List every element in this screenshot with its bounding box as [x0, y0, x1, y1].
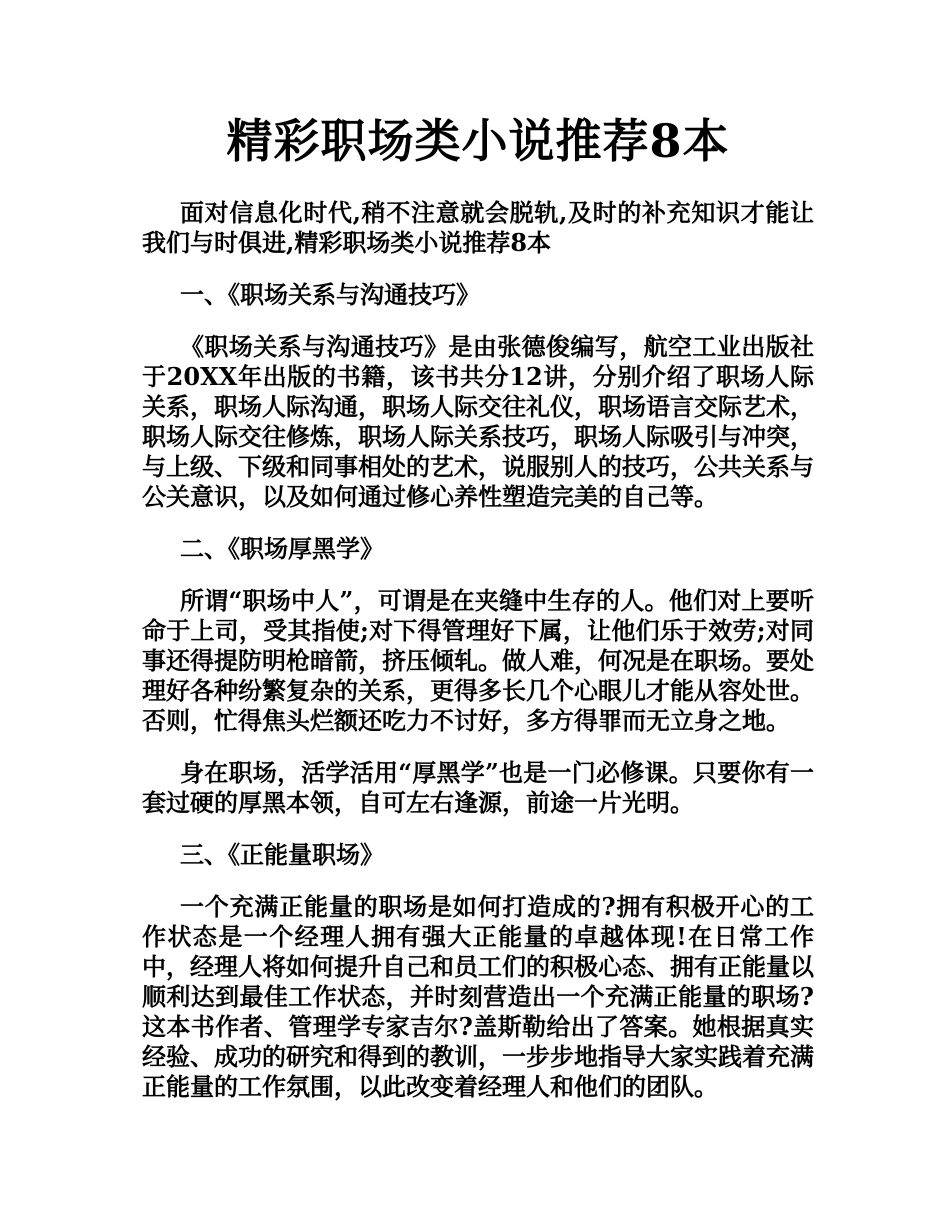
section-2-paragraph-1: 所谓“职场中人”，可谓是在夹缝中生存的人。他们对上要听命于上司，受其指使;对下得管理好下属，让他们乐于效劳;对同事还得提防明枪暗箭，挤压倾轧。做人难，何况是在职场。要处理好各种纷繁复杂的关系，更得多长几个心眼儿才能从容处世。否则，忙得焦头烂额还吃力不讨好，多方得罪而无立身之地。 [142, 586, 814, 735]
document-title: 精彩职场类小说推荐8本 [226, 114, 730, 168]
section-2-heading: 二、《职场厚黑学》 [180, 534, 384, 563]
section-1-paragraph-1: 《职场关系与沟通技巧》是由张德俊编写，航空工业出版社于20XX年出版的书籍，该书共分12讲，分别介绍了职场人际关系，职场人际沟通，职场人际交往礼仪，职场语言交际艺术，职场人际交往修炼，职场人际关系技巧，职场人际吸引与冲突，与上级、下级和同事相处的艺术，说服别人的技巧，公共关系与公关意识，以及如何通过修心养性塑造完美的自己等。 [142, 332, 814, 511]
document-page [142, 110, 814, 1102]
intro-paragraph: 面对信息化时代,稍不注意就会脱轨,及时的补充知识才能让我们与时俱进,精彩职场类小说推荐8本 [142, 198, 814, 257]
section-1-heading: 一、《职场关系与沟通技巧》 [180, 280, 480, 309]
section-3-paragraph-1: 一个充满正能量的职场是如何打造成的?拥有积极开心的工作状态是一个经理人拥有强大正能量的卓越体现!在日常工作中，经理人将如何提升自己和员工们的积极心态、拥有正能量以顺利达到最佳工作状态，并时刻营造出一个充满正能量的职场?这本书作者、管理学专家吉尔?盖斯勒给出了答案。她根据真实经验、成功的研究和得到的教训，一步步地指导大家实践着充满正能量的工作氛围，以此改变着经理人和他们的团队。 [142, 892, 814, 1101]
section-2-paragraph-2: 身在职场，活学活用“厚黑学”也是一门必修课。只要你有一套过硬的厚黑本领，自可左右逢源，前途一片光明。 [142, 758, 814, 817]
section-3-heading: 三、《正能量职场》 [180, 840, 384, 869]
